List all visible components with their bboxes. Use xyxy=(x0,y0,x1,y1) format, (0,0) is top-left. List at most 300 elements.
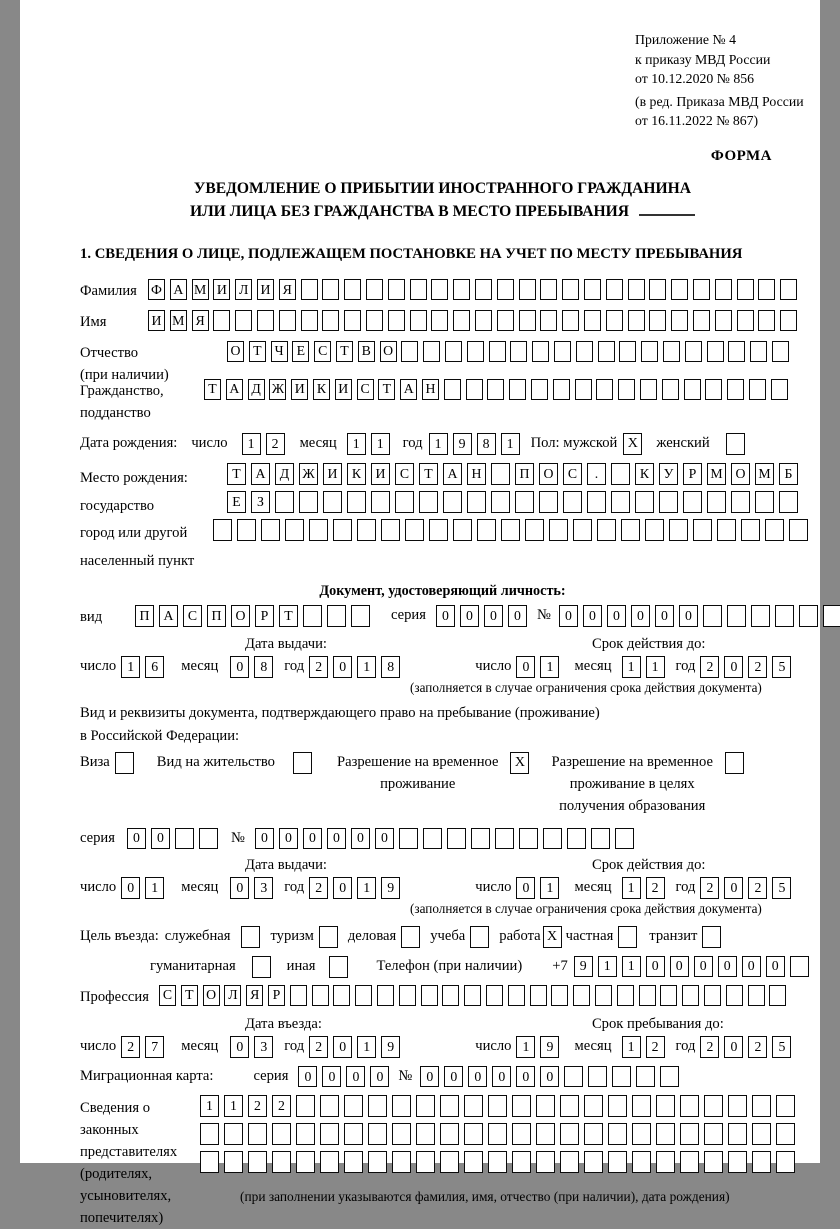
char-cell[interactable]: О xyxy=(227,341,244,362)
char-cell[interactable] xyxy=(464,1151,483,1173)
char-cell[interactable] xyxy=(680,1095,699,1117)
char-cell[interactable] xyxy=(453,279,470,300)
char-cell[interactable]: 0 xyxy=(255,828,274,850)
char-cell[interactable]: 0 xyxy=(540,1066,559,1088)
char-cell[interactable] xyxy=(649,279,666,300)
char-cell[interactable] xyxy=(597,519,616,541)
char-cell[interactable]: 0 xyxy=(679,605,698,627)
char-cell[interactable] xyxy=(453,310,470,331)
char-cell[interactable] xyxy=(519,310,536,331)
char-cell[interactable]: П xyxy=(207,605,226,627)
char-cell[interactable] xyxy=(333,985,350,1006)
char-cell[interactable]: 0 xyxy=(333,656,352,678)
char-cell[interactable]: 0 xyxy=(742,956,761,978)
char-cell[interactable] xyxy=(272,1123,291,1145)
char-cell[interactable] xyxy=(639,985,656,1006)
char-cell[interactable] xyxy=(344,1123,363,1145)
char-cell[interactable] xyxy=(467,341,484,362)
char-cell[interactable]: 1 xyxy=(516,1036,535,1058)
char-cell[interactable] xyxy=(632,1123,651,1145)
char-cell[interactable]: Р xyxy=(268,985,285,1006)
char-cell[interactable] xyxy=(392,1123,411,1145)
char-cell[interactable] xyxy=(491,491,510,513)
char-cell[interactable]: 1 xyxy=(371,433,390,455)
char-cell[interactable] xyxy=(296,1123,315,1145)
char-cell[interactable] xyxy=(445,341,462,362)
char-cell[interactable]: 0 xyxy=(436,605,455,627)
char-cell[interactable]: 1 xyxy=(622,956,641,978)
char-cell[interactable] xyxy=(351,605,370,627)
char-cell[interactable] xyxy=(501,519,520,541)
char-cell[interactable] xyxy=(660,985,677,1006)
char-cell[interactable]: 1 xyxy=(622,656,641,678)
char-cell[interactable] xyxy=(728,1151,747,1173)
char-cell[interactable] xyxy=(704,1123,723,1145)
char-cell[interactable] xyxy=(431,310,448,331)
char-cell[interactable] xyxy=(562,310,579,331)
char-cell[interactable] xyxy=(491,463,510,485)
char-cell[interactable] xyxy=(671,310,688,331)
char-cell[interactable] xyxy=(421,985,438,1006)
char-cell[interactable] xyxy=(553,379,570,400)
char-cell[interactable] xyxy=(741,519,760,541)
char-cell[interactable]: А xyxy=(443,463,462,485)
char-cell[interactable] xyxy=(344,1151,363,1173)
char-cell[interactable] xyxy=(765,519,784,541)
char-cell[interactable]: А xyxy=(226,379,243,400)
char-cell[interactable] xyxy=(401,926,420,948)
char-cell[interactable]: 7 xyxy=(145,1036,164,1058)
char-cell[interactable]: 2 xyxy=(272,1095,291,1117)
char-cell[interactable] xyxy=(279,310,296,331)
char-cell[interactable]: 0 xyxy=(724,877,743,899)
char-cell[interactable]: О xyxy=(380,341,397,362)
char-cell[interactable]: В xyxy=(358,341,375,362)
char-cell[interactable] xyxy=(540,310,557,331)
char-cell[interactable] xyxy=(416,1095,435,1117)
char-cell[interactable]: Я xyxy=(192,310,209,331)
char-cell[interactable] xyxy=(737,310,754,331)
char-cell[interactable] xyxy=(748,985,765,1006)
char-cell[interactable]: 1 xyxy=(242,433,261,455)
char-cell[interactable] xyxy=(419,491,438,513)
char-cell[interactable]: 9 xyxy=(540,1036,559,1058)
char-cell[interactable] xyxy=(715,310,732,331)
char-cell[interactable] xyxy=(410,310,427,331)
char-cell[interactable] xyxy=(355,985,372,1006)
char-cell[interactable] xyxy=(567,828,586,850)
char-cell[interactable]: 0 xyxy=(724,1036,743,1058)
char-cell[interactable] xyxy=(344,1095,363,1117)
char-cell[interactable] xyxy=(656,1123,675,1145)
char-cell[interactable] xyxy=(731,491,750,513)
char-cell[interactable]: Т xyxy=(419,463,438,485)
char-cell[interactable]: 0 xyxy=(322,1066,341,1088)
char-cell[interactable] xyxy=(727,605,746,627)
char-cell[interactable] xyxy=(769,985,786,1006)
char-cell[interactable]: Я xyxy=(246,985,263,1006)
char-cell[interactable] xyxy=(200,1151,219,1173)
char-cell[interactable] xyxy=(685,341,702,362)
char-cell[interactable] xyxy=(621,519,640,541)
char-cell[interactable] xyxy=(199,828,218,850)
char-cell[interactable] xyxy=(693,310,710,331)
char-cell[interactable]: 1 xyxy=(622,1036,641,1058)
char-cell[interactable] xyxy=(618,926,637,948)
char-cell[interactable] xyxy=(200,1123,219,1145)
char-cell[interactable] xyxy=(464,1123,483,1145)
char-cell[interactable] xyxy=(508,985,525,1006)
char-cell[interactable]: 0 xyxy=(230,656,249,678)
char-cell[interactable] xyxy=(303,605,322,627)
char-cell[interactable] xyxy=(656,1095,675,1117)
char-cell[interactable] xyxy=(453,519,472,541)
char-cell[interactable]: Я xyxy=(279,279,296,300)
char-cell[interactable] xyxy=(606,310,623,331)
char-cell[interactable] xyxy=(758,279,775,300)
char-cell[interactable]: С xyxy=(395,463,414,485)
char-cell[interactable] xyxy=(703,605,722,627)
char-cell[interactable] xyxy=(299,491,318,513)
char-cell[interactable]: 2 xyxy=(646,877,665,899)
char-cell[interactable] xyxy=(442,985,459,1006)
char-cell[interactable] xyxy=(401,341,418,362)
char-cell[interactable] xyxy=(381,519,400,541)
char-cell[interactable] xyxy=(554,341,571,362)
char-cell[interactable] xyxy=(704,985,721,1006)
char-cell[interactable]: С xyxy=(357,379,374,400)
char-cell[interactable]: 8 xyxy=(381,656,400,678)
char-cell[interactable] xyxy=(323,491,342,513)
char-cell[interactable] xyxy=(488,1151,507,1173)
char-cell[interactable] xyxy=(707,491,726,513)
char-cell[interactable]: X xyxy=(510,752,529,774)
char-cell[interactable] xyxy=(495,828,514,850)
char-cell[interactable]: Ж xyxy=(269,379,286,400)
char-cell[interactable] xyxy=(683,491,702,513)
char-cell[interactable]: 0 xyxy=(230,877,249,899)
char-cell[interactable] xyxy=(752,1123,771,1145)
char-cell[interactable] xyxy=(470,926,489,948)
char-cell[interactable] xyxy=(443,491,462,513)
char-cell[interactable]: 0 xyxy=(724,656,743,678)
char-cell[interactable]: 0 xyxy=(559,605,578,627)
char-cell[interactable] xyxy=(423,828,442,850)
char-cell[interactable] xyxy=(587,491,606,513)
char-cell[interactable] xyxy=(416,1151,435,1173)
char-cell[interactable]: 0 xyxy=(460,605,479,627)
char-cell[interactable] xyxy=(368,1123,387,1145)
char-cell[interactable] xyxy=(366,279,383,300)
char-cell[interactable]: Т xyxy=(249,341,266,362)
char-cell[interactable] xyxy=(530,985,547,1006)
char-cell[interactable] xyxy=(776,1095,795,1117)
char-cell[interactable]: 0 xyxy=(468,1066,487,1088)
char-cell[interactable] xyxy=(440,1151,459,1173)
char-cell[interactable] xyxy=(704,1095,723,1117)
char-cell[interactable]: 0 xyxy=(370,1066,389,1088)
char-cell[interactable]: И xyxy=(213,279,230,300)
char-cell[interactable] xyxy=(489,341,506,362)
char-cell[interactable] xyxy=(606,279,623,300)
char-cell[interactable] xyxy=(737,279,754,300)
char-cell[interactable]: 0 xyxy=(516,1066,535,1088)
char-cell[interactable] xyxy=(322,310,339,331)
char-cell[interactable] xyxy=(388,310,405,331)
char-cell[interactable] xyxy=(790,956,809,978)
char-cell[interactable]: 1 xyxy=(646,656,665,678)
char-cell[interactable]: 0 xyxy=(351,828,370,850)
char-cell[interactable]: 9 xyxy=(453,433,472,455)
char-cell[interactable] xyxy=(656,1151,675,1173)
char-cell[interactable]: 2 xyxy=(748,656,767,678)
char-cell[interactable]: Ч xyxy=(271,341,288,362)
char-cell[interactable] xyxy=(320,1123,339,1145)
char-cell[interactable] xyxy=(749,379,766,400)
char-cell[interactable]: 0 xyxy=(516,877,535,899)
char-cell[interactable]: Т xyxy=(378,379,395,400)
char-cell[interactable]: 1 xyxy=(540,877,559,899)
char-cell[interactable]: И xyxy=(291,379,308,400)
char-cell[interactable] xyxy=(618,379,635,400)
char-cell[interactable]: 9 xyxy=(381,877,400,899)
char-cell[interactable]: Е xyxy=(292,341,309,362)
char-cell[interactable]: И xyxy=(371,463,390,485)
char-cell[interactable]: 1 xyxy=(540,656,559,678)
char-cell[interactable]: 0 xyxy=(492,1066,511,1088)
char-cell[interactable] xyxy=(662,379,679,400)
char-cell[interactable] xyxy=(575,379,592,400)
char-cell[interactable] xyxy=(327,605,346,627)
char-cell[interactable] xyxy=(410,279,427,300)
char-cell[interactable] xyxy=(588,1066,607,1088)
char-cell[interactable] xyxy=(320,1151,339,1173)
char-cell[interactable] xyxy=(416,1123,435,1145)
char-cell[interactable] xyxy=(726,985,743,1006)
char-cell[interactable] xyxy=(357,519,376,541)
char-cell[interactable]: 1 xyxy=(200,1095,219,1117)
char-cell[interactable] xyxy=(596,379,613,400)
char-cell[interactable]: Т xyxy=(227,463,246,485)
char-cell[interactable] xyxy=(752,1095,771,1117)
char-cell[interactable] xyxy=(440,1095,459,1117)
char-cell[interactable] xyxy=(296,1095,315,1117)
char-cell[interactable] xyxy=(771,379,788,400)
char-cell[interactable]: 0 xyxy=(508,605,527,627)
char-cell[interactable] xyxy=(595,985,612,1006)
char-cell[interactable]: 0 xyxy=(333,1036,352,1058)
char-cell[interactable]: З xyxy=(251,491,270,513)
char-cell[interactable]: Р xyxy=(255,605,274,627)
char-cell[interactable]: Т xyxy=(336,341,353,362)
char-cell[interactable] xyxy=(758,310,775,331)
char-cell[interactable]: Н xyxy=(467,463,486,485)
char-cell[interactable] xyxy=(235,310,252,331)
char-cell[interactable] xyxy=(584,279,601,300)
char-cell[interactable]: 1 xyxy=(145,877,164,899)
char-cell[interactable] xyxy=(344,279,361,300)
char-cell[interactable]: 0 xyxy=(420,1066,439,1088)
char-cell[interactable]: 0 xyxy=(121,877,140,899)
char-cell[interactable] xyxy=(619,341,636,362)
char-cell[interactable]: С xyxy=(159,985,176,1006)
char-cell[interactable]: 0 xyxy=(303,828,322,850)
char-cell[interactable]: 0 xyxy=(230,1036,249,1058)
char-cell[interactable] xyxy=(645,519,664,541)
char-cell[interactable]: 0 xyxy=(327,828,346,850)
char-cell[interactable]: X xyxy=(543,926,562,948)
char-cell[interactable] xyxy=(477,519,496,541)
char-cell[interactable]: О xyxy=(231,605,250,627)
char-cell[interactable] xyxy=(175,828,194,850)
char-cell[interactable] xyxy=(275,491,294,513)
char-cell[interactable]: Т xyxy=(279,605,298,627)
char-cell[interactable]: У xyxy=(659,463,678,485)
char-cell[interactable] xyxy=(632,1095,651,1117)
char-cell[interactable]: М xyxy=(755,463,774,485)
char-cell[interactable] xyxy=(344,310,361,331)
char-cell[interactable] xyxy=(752,1151,771,1173)
char-cell[interactable] xyxy=(392,1095,411,1117)
char-cell[interactable] xyxy=(536,1151,555,1173)
char-cell[interactable] xyxy=(728,1123,747,1145)
char-cell[interactable]: 0 xyxy=(583,605,602,627)
char-cell[interactable]: Т xyxy=(181,985,198,1006)
char-cell[interactable] xyxy=(525,519,544,541)
char-cell[interactable]: И xyxy=(323,463,342,485)
char-cell[interactable]: 8 xyxy=(254,656,273,678)
char-cell[interactable] xyxy=(617,985,634,1006)
char-cell[interactable] xyxy=(611,491,630,513)
char-cell[interactable]: Л xyxy=(224,985,241,1006)
char-cell[interactable]: . xyxy=(587,463,606,485)
char-cell[interactable] xyxy=(636,1066,655,1088)
char-cell[interactable] xyxy=(510,341,527,362)
char-cell[interactable]: 1 xyxy=(598,956,617,978)
char-cell[interactable]: 0 xyxy=(333,877,352,899)
char-cell[interactable] xyxy=(257,310,274,331)
char-cell[interactable]: 1 xyxy=(357,877,376,899)
char-cell[interactable] xyxy=(707,341,724,362)
char-cell[interactable]: 2 xyxy=(700,656,719,678)
char-cell[interactable] xyxy=(486,985,503,1006)
char-cell[interactable]: 2 xyxy=(309,1036,328,1058)
char-cell[interactable] xyxy=(560,1095,579,1117)
char-cell[interactable]: А xyxy=(159,605,178,627)
char-cell[interactable]: Д xyxy=(275,463,294,485)
char-cell[interactable] xyxy=(640,379,657,400)
char-cell[interactable] xyxy=(775,605,794,627)
char-cell[interactable]: К xyxy=(635,463,654,485)
char-cell[interactable] xyxy=(628,310,645,331)
char-cell[interactable] xyxy=(395,491,414,513)
char-cell[interactable] xyxy=(779,491,798,513)
char-cell[interactable] xyxy=(649,310,666,331)
char-cell[interactable]: А xyxy=(170,279,187,300)
char-cell[interactable] xyxy=(392,1151,411,1173)
char-cell[interactable]: 3 xyxy=(254,877,273,899)
char-cell[interactable] xyxy=(551,985,568,1006)
char-cell[interactable] xyxy=(388,279,405,300)
char-cell[interactable] xyxy=(780,279,797,300)
char-cell[interactable] xyxy=(237,519,256,541)
char-cell[interactable] xyxy=(471,828,490,850)
char-cell[interactable] xyxy=(536,1095,555,1117)
char-cell[interactable] xyxy=(576,341,593,362)
char-cell[interactable] xyxy=(285,519,304,541)
char-cell[interactable] xyxy=(573,985,590,1006)
char-cell[interactable]: 0 xyxy=(631,605,650,627)
char-cell[interactable] xyxy=(115,752,134,774)
char-cell[interactable] xyxy=(377,985,394,1006)
char-cell[interactable]: 0 xyxy=(694,956,713,978)
char-cell[interactable]: С xyxy=(183,605,202,627)
char-cell[interactable] xyxy=(726,433,745,455)
char-cell[interactable]: 0 xyxy=(766,956,785,978)
char-cell[interactable] xyxy=(632,1151,651,1173)
char-cell[interactable] xyxy=(776,1151,795,1173)
char-cell[interactable]: П xyxy=(135,605,154,627)
char-cell[interactable] xyxy=(248,1123,267,1145)
char-cell[interactable] xyxy=(780,310,797,331)
char-cell[interactable] xyxy=(560,1151,579,1173)
char-cell[interactable]: Д xyxy=(248,379,265,400)
char-cell[interactable]: М xyxy=(170,310,187,331)
char-cell[interactable]: 0 xyxy=(444,1066,463,1088)
char-cell[interactable] xyxy=(213,310,230,331)
char-cell[interactable] xyxy=(725,752,744,774)
char-cell[interactable] xyxy=(368,1095,387,1117)
char-cell[interactable] xyxy=(584,1095,603,1117)
char-cell[interactable] xyxy=(584,310,601,331)
char-cell[interactable]: Р xyxy=(683,463,702,485)
char-cell[interactable] xyxy=(488,1095,507,1117)
char-cell[interactable] xyxy=(549,519,568,541)
char-cell[interactable] xyxy=(728,341,745,362)
char-cell[interactable] xyxy=(301,310,318,331)
char-cell[interactable]: М xyxy=(192,279,209,300)
char-cell[interactable] xyxy=(464,985,481,1006)
char-cell[interactable]: И xyxy=(148,310,165,331)
char-cell[interactable] xyxy=(671,279,688,300)
char-cell[interactable]: 3 xyxy=(254,1036,273,1058)
char-cell[interactable] xyxy=(347,491,366,513)
char-cell[interactable]: 0 xyxy=(298,1066,317,1088)
char-cell[interactable] xyxy=(312,985,329,1006)
char-cell[interactable]: О xyxy=(203,985,220,1006)
char-cell[interactable]: 2 xyxy=(646,1036,665,1058)
char-cell[interactable]: 1 xyxy=(357,656,376,678)
char-cell[interactable] xyxy=(464,1095,483,1117)
char-cell[interactable] xyxy=(680,1123,699,1145)
char-cell[interactable] xyxy=(584,1123,603,1145)
char-cell[interactable] xyxy=(591,828,610,850)
char-cell[interactable] xyxy=(366,310,383,331)
char-cell[interactable]: 0 xyxy=(346,1066,365,1088)
char-cell[interactable]: 1 xyxy=(622,877,641,899)
char-cell[interactable]: 0 xyxy=(718,956,737,978)
char-cell[interactable]: О xyxy=(539,463,558,485)
char-cell[interactable] xyxy=(682,985,699,1006)
char-cell[interactable] xyxy=(680,1151,699,1173)
char-cell[interactable] xyxy=(224,1151,243,1173)
char-cell[interactable] xyxy=(440,1123,459,1145)
char-cell[interactable]: Ф xyxy=(148,279,165,300)
char-cell[interactable] xyxy=(564,1066,583,1088)
char-cell[interactable] xyxy=(612,1066,631,1088)
char-cell[interactable]: X xyxy=(623,433,642,455)
char-cell[interactable] xyxy=(333,519,352,541)
